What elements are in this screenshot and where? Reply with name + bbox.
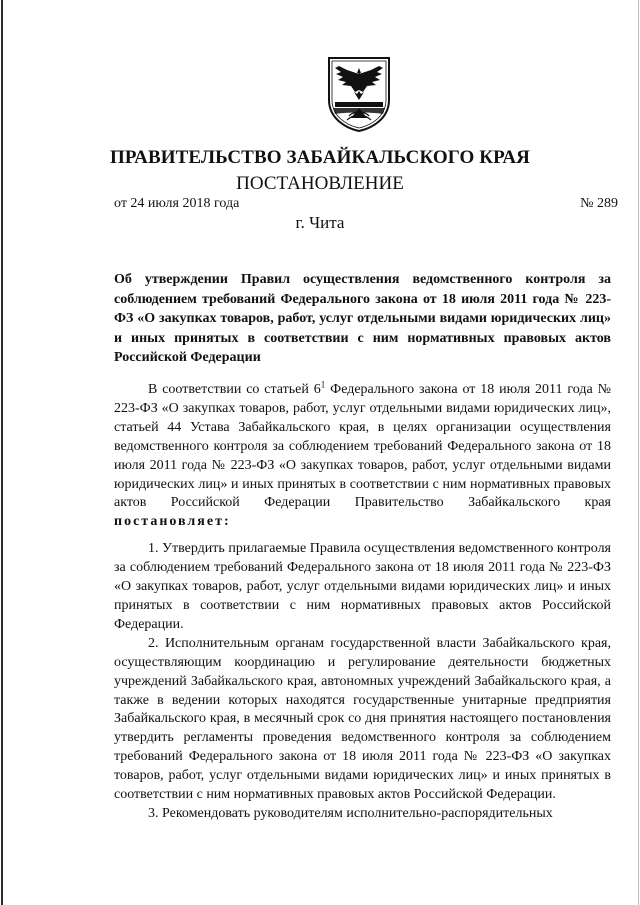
government-name: ПРАВИТЕЛЬСТВО ЗАБАЙКАЛЬСКОГО КРАЯ — [109, 147, 530, 168]
document-type: ПОСТАНОВЛЕНИЕ — [236, 173, 404, 194]
item-2-paragraph: 2. Исполнительным органам государственной власти Забайкальского края, осуществляющим координацию и регулирование деятельности бюджетных учреждений Забайкальского края, автономных учреждений Забайкальского края, а также в ведении которых находятся государственные унитарные предприятия Забайкальского края, в месячный срок со дня принятия настоящего постановления утвердить регламенты проведения ведомственного контроля за соблюдением требований Федерального закона от 18 июля 2011 года № 223-ФЗ «О закупках товаров, работ, услуг отдельными видами юридических лиц» и иных принятых в соответствии с ним нормативных правовых актов Российской Федерации. — [114, 635, 611, 803]
article-superscript: 1 — [320, 379, 326, 390]
scan-left-edge — [1, 0, 3, 905]
item-3-paragraph: 3. Рекомендовать руководителям исполнительно-распорядительных — [148, 805, 553, 821]
scan-right-edge — [638, 0, 639, 905]
document-title: Об утверждении Правил осуществления ведомственного контроля за соблюдением требований Федерального закона от 18 июля 2011 года № 223-ФЗ «О закупках товаров, работ, услуг отдельными видами юридических лиц» и иных принятых в соответствии с ним нормативных правовых актов Российской Федерации — [114, 272, 611, 365]
coat-of-arms-emblem — [327, 56, 391, 132]
preamble-paragraph — [114, 381, 611, 532]
document-date: от 24 июля 2018 года — [114, 196, 240, 211]
resolves-word: постановляет: — [114, 514, 231, 530]
document-number: № 289 — [580, 196, 618, 211]
preamble-text-2: Федерального закона от 18 июля 2011 года № 223-ФЗ «О закупках товаров, работ, услуг отдельными видами юридических лиц», статьей 44 Устава Забайкальского края, в целях организации осуществления ведомственного контроля за соблюдением требований Федерального закона от 18 июля 2011 года № 223-ФЗ «О закупках товаров, работ, услуг отдельными видами юридических лиц» и иных принятых в соответствии с ним нормативных правовых актов Российской Федерации Правительство Забайкальского края — [114, 382, 611, 511]
preamble-text-1: В соответствии со статьей 6 — [148, 382, 321, 397]
document-city: г. Чита — [295, 213, 345, 232]
document-body — [114, 381, 611, 824]
item-1-paragraph: 1. Утвердить прилагаемые Правила осуществления ведомственного контроля за соблюдением требований Федерального закона от 18 июля 2011 года № 223-ФЗ «О закупках товаров, работ, услуг отдельными видами юридических лиц» и иных принятых в соответствии с ним нормативных правовых актов Российской Федерации. — [114, 541, 611, 632]
